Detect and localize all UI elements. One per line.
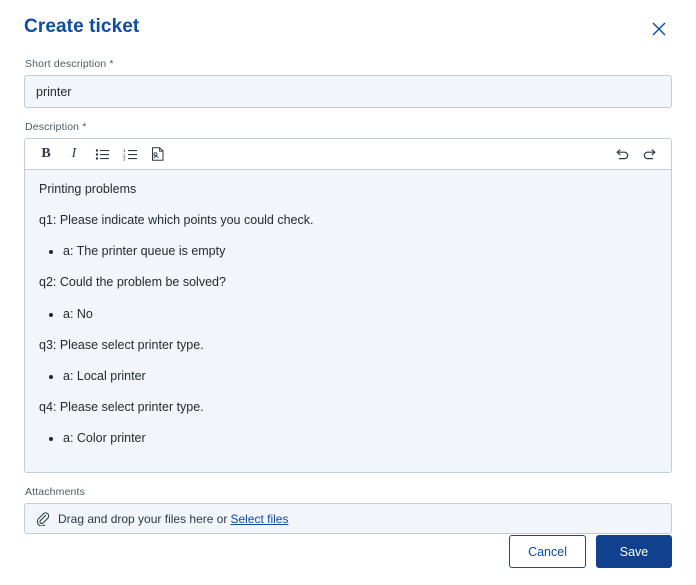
dropzone-text: Drag and drop your files here or bbox=[58, 511, 228, 526]
editor-bullet-list bbox=[37, 242, 659, 260]
editor-toolbar bbox=[25, 139, 671, 170]
editor-paragraph: Printing problems bbox=[39, 182, 137, 196]
editor-bullet-list bbox=[37, 367, 659, 385]
description-field bbox=[24, 121, 672, 473]
paperclip-icon bbox=[36, 512, 49, 526]
select-files-link[interactable]: Select files bbox=[230, 511, 289, 526]
short-description-input[interactable] bbox=[24, 75, 672, 108]
svg-text:3: 3 bbox=[122, 155, 125, 161]
rich-text-editor bbox=[24, 138, 672, 473]
editor-paragraph: q1: Please indicate which points you could check. bbox=[39, 213, 314, 228]
editor-bullet-list bbox=[37, 429, 659, 447]
description-label: Description * bbox=[25, 121, 87, 133]
close-icon bbox=[652, 22, 666, 36]
attachments-field bbox=[24, 486, 672, 534]
editor-paragraph: q4: Please select printer type. bbox=[39, 399, 204, 414]
undo-icon[interactable] bbox=[609, 142, 635, 166]
svg-text:1: 1 bbox=[122, 147, 125, 153]
editor-paragraph: q3: Please select printer type. bbox=[39, 337, 204, 352]
dialog-header bbox=[24, 0, 672, 42]
file-dropzone[interactable] bbox=[24, 503, 672, 534]
insert-image-icon[interactable] bbox=[145, 142, 171, 166]
editor-list-item: • a: Local printer bbox=[63, 367, 659, 385]
cancel-button[interactable]: Cancel bbox=[509, 535, 586, 568]
editor-bullet-list bbox=[37, 305, 659, 323]
numbered-list-icon[interactable] bbox=[117, 142, 143, 166]
short-description-field bbox=[24, 58, 672, 108]
dialog-footer bbox=[509, 535, 672, 568]
close-button[interactable] bbox=[646, 16, 672, 42]
page-title: Create ticket bbox=[24, 16, 140, 37]
short-description-label: Short description * bbox=[25, 58, 114, 70]
bold-icon[interactable]: B bbox=[33, 142, 59, 166]
description-textarea[interactable] bbox=[25, 170, 671, 472]
svg-text:2: 2 bbox=[122, 151, 125, 157]
redo-icon[interactable] bbox=[637, 142, 663, 166]
bulleted-list-icon[interactable] bbox=[89, 142, 115, 166]
editor-paragraph: q2: Could the problem be solved? bbox=[39, 275, 226, 290]
save-button[interactable]: Save bbox=[596, 535, 672, 568]
editor-list-item: • a: The printer queue is empty bbox=[63, 242, 659, 260]
italic-icon[interactable]: I bbox=[61, 142, 87, 166]
attachments-label: Attachments bbox=[25, 486, 86, 499]
editor-list-item: • a: No bbox=[63, 305, 659, 323]
editor-list-item: • a: Color printer bbox=[63, 429, 659, 447]
